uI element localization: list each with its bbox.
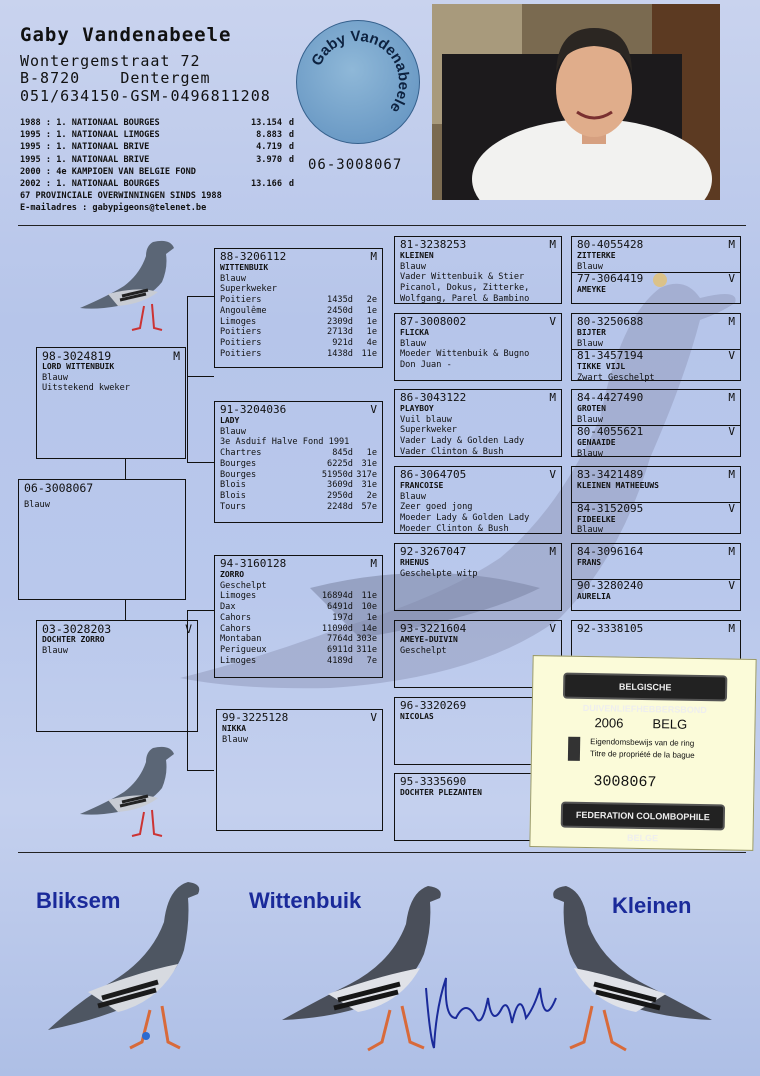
perf-row: Angoulême 2450d 1e [220,305,377,316]
result-row: 1995 : 1. NATIONAAL BRIVE 3.970 d [20,154,294,165]
perf-row: Poitiers 2713d 1e [220,327,377,338]
dam-name: DOCHTER ZORRO [42,635,105,644]
sire-sex: M [173,349,180,363]
card-bottom-banner: FEDERATION COLOMBOPHILE BELGE [561,802,725,831]
sex: M [549,238,556,251]
result-row: 1995 : 1. NATIONAAL BRIVE 4.719 d [20,142,294,153]
results-list [20,117,294,215]
ring: 81-3238253 [400,238,467,251]
sex: M [728,238,735,251]
perf-row: Poitiers 1435d 2e [220,295,377,306]
ring: 96-3320269 [400,699,467,712]
line: Picanol, Dokus, Zitterke, [400,283,530,294]
card-barcode-icon [568,737,580,761]
name: NICOLAS [400,712,434,721]
ring: 83-3421489 [577,468,644,481]
line: Wolfgang, Parel & Bambino [400,293,530,304]
g2-box-zorro[interactable] [214,555,383,678]
spacer [577,569,735,579]
g2-box-wittenbuik[interactable] [214,248,383,368]
sex: V [728,425,735,439]
g2-box-nikka[interactable] [216,709,383,831]
line: Blauw [577,338,603,349]
ring: 80-4055428 [577,238,644,251]
name: FRANCOISE [400,481,444,490]
card-line2: Titre de propriété de la bague [589,749,695,760]
sex: M [549,391,556,404]
line: Geschelpt [220,580,267,591]
result-row: 1995 : 1. NATIONAAL LIMOGES 8.883 d [20,130,294,141]
name: FLICKA [400,328,429,337]
sire-ring: 98-3024819 [42,349,112,363]
perf-row: Montaban 7764d 303e [220,634,377,645]
dam-ring: 03-3028203 [42,622,112,636]
email-line: E-mailadres : gabypigeons@telenet.be [20,203,207,214]
name: AURELIA [577,591,611,601]
spacer [577,492,735,502]
g4-box-pair[interactable] [571,466,741,534]
owner-name: Gaby Vandenabeele [20,24,232,46]
line: 3e Asduif Halve Fond 1991 [220,437,350,448]
name: KLEINEN [400,251,434,260]
sex: V [370,403,377,416]
line: Blauw [400,261,426,272]
name: DOCHTER PLEZANTEN [400,788,482,797]
sex: M [370,250,377,263]
g3-box[interactable] [394,236,562,304]
connector [187,462,214,463]
label-bliksem: Bliksem [36,888,121,913]
dam-sex: V [185,622,192,636]
sire-line: Uitstekend kweker [42,383,130,394]
line: Vader Clinton & Bush [400,446,504,457]
ring: 94-3160128 [220,557,287,570]
sex: M [549,545,556,558]
name: PLAYBOY [400,404,434,413]
g4-box-pair[interactable] [571,313,741,384]
sex: V [549,622,556,635]
ring: 88-3206112 [220,250,287,263]
perf-row: Poitiers 921d 4e [220,337,377,348]
name: FIDEELKE [577,514,616,524]
g4-box-pair[interactable] [571,236,741,304]
owner-city: Dentergem [120,69,211,87]
g3-box[interactable] [394,313,562,381]
connector [187,296,188,462]
line: Superkweker [220,284,277,295]
card-top-banner: BELGISCHE DUIVENLIEFHEBBERSBOND [563,673,727,702]
perf-row: Limoges 16894d 11e [220,591,377,602]
sex: M [728,622,735,635]
ring: 81-3457194 [577,349,644,363]
perf-row: Cahors 197d 1e [220,612,377,623]
divider-bottom [18,852,746,853]
perf-row: Tours 2248d 57e [220,501,377,512]
ring-number-top: 06-3008067 [308,157,403,173]
perf-row: Bourges 6225d 31e [220,458,377,469]
line: Zwart Geschelpt [577,373,655,384]
perf-row: Dax 6491d 10e [220,602,377,613]
owner-portrait [432,4,720,200]
sire-box[interactable] [36,347,186,459]
owner-postal: B-8720 [20,69,81,87]
ring: 87-3008002 [400,315,467,328]
pigeon-icon-bottom [78,740,186,844]
perf-row: Poitiers 1438d 11e [220,348,377,359]
perf-row: Limoges 4189d 7e [220,655,377,666]
perf-row: Perigueux 6911d 311e [220,644,377,655]
connector [187,296,214,297]
name: ZORRO [220,570,245,579]
name: ZITTERKE [577,251,616,260]
result-row: 2002 : 1. NATIONAAL BOURGES 13.166 d [20,179,294,190]
ring: 92-3338105 [577,622,644,635]
ring: 77-3064419 [577,272,644,286]
dam-box[interactable] [36,620,198,732]
connector [187,770,214,771]
signature [416,968,566,1058]
ring-ownership-card [529,655,756,851]
line: Don Juan - [400,360,452,371]
ring: 93-3221604 [400,622,467,635]
ring: 92-3267047 [400,545,467,558]
perf-row: Cahors 11090d 14e [220,623,377,634]
sire-line: Blauw [42,372,68,383]
perf-row: Chartres 845d 1e [220,448,377,459]
g4-box[interactable] [571,620,741,660]
perf-row: Blois 3609d 31e [220,480,377,491]
line: Blauw [577,261,603,272]
sex: M [728,468,735,481]
name: TIKKE VIJL [577,362,626,372]
line: Blauw [577,414,603,425]
owner-street: Wontergemstraat 72 [20,52,201,70]
line: Blauw [222,734,248,745]
connector [187,376,214,377]
card-number: 3008067 [593,773,657,792]
sex: V [549,468,556,481]
pigeon-icon-top [78,234,186,338]
perf-row: Blois 2950d 2e [220,490,377,501]
line: Blauw [220,426,246,437]
label-wittenbuik: Wittenbuik [249,888,362,913]
line: Blauw [400,338,426,349]
subject-ring: 06-3008067 [24,481,94,495]
dam-line: Blauw [42,645,68,656]
name: AMEYE-DUIVIN [400,635,458,644]
ring: 86-3043122 [400,391,467,404]
g4-box-pair[interactable] [571,389,741,460]
line: Blauw [577,449,603,460]
perf-row: Limoges 2309d 1e [220,316,377,327]
sex: V [728,272,735,286]
sex: V [728,349,735,363]
line: Geschelpte witp [400,568,478,579]
sex: M [728,545,735,558]
label-kleinen: Kleinen [612,893,692,918]
name: WITTENBUIK [220,263,269,272]
ring: 86-3064705 [400,468,467,481]
name: GENAAIDE [577,438,616,448]
line: Moeder Lady & Golden Lady [400,513,530,524]
sex: M [728,391,735,404]
line: Vuil blauw [400,414,452,425]
wins-line: 67 PROVINCIALE OVERWINNINGEN SINDS 1988 [20,191,222,202]
connector [187,610,214,611]
ring: 90-3280240 [577,578,644,592]
perf-row: Bourges 51950d 317e [220,469,377,480]
result-row: 1988 : 1. NATIONAAL BOURGES 13.154 d [20,118,294,128]
subject-box[interactable] [18,479,186,600]
card-line1: Eigendomsbewijs van de ring [590,737,695,748]
sex: V [728,501,735,515]
sex: M [370,557,377,570]
sire-name: LORD WITTENBUIK [42,362,115,371]
line: Superkweker [400,425,457,436]
ring: 91-3204036 [220,403,287,416]
line: Moeder Wittenbuik & Bugno [400,349,530,360]
g3-box[interactable] [394,389,562,457]
ring: 99-3225128 [222,711,289,724]
owner-stamp [296,20,420,144]
name: FRANS [577,558,602,567]
line: Vader Lady & Golden Lady [400,436,525,447]
connector [125,458,126,480]
name: LADY [220,416,240,425]
g3-box[interactable] [394,466,562,534]
name: GROTEN [577,404,606,413]
g3-box[interactable] [394,543,562,611]
name: KLEINEN MATHEEUWS [577,481,659,490]
svg-text:Gaby Vandenabeele [308,28,412,116]
stamp-text: Gaby Vandenabeele [308,27,413,116]
line: Blauw [220,273,246,284]
card-year: 2006 [594,715,624,731]
g2-box-lady[interactable] [214,401,383,523]
subject-color: Blauw [24,500,50,510]
ring: 80-4055621 [577,425,644,439]
sex: V [370,711,377,724]
name: RHENUS [400,558,429,567]
owner-photo [432,4,720,200]
owner-phone: 051/634150-GSM-0496811208 [20,87,271,105]
stamp-svg [297,21,419,143]
ring: 84-4427490 [577,391,644,404]
card-country: BELG [652,716,688,732]
result-row: 2000 : 4e KAMPIOEN VAN BELGIE FOND [20,166,196,177]
pigeon-bliksem-image [38,872,208,1062]
sex: V [728,578,735,592]
ring: 84-3152095 [577,501,644,515]
connector [125,599,126,621]
owner-city-line [20,69,211,87]
g4-box-pair[interactable] [571,543,741,611]
line: Vader Wittenbuik & Stier [400,272,525,283]
name: BIJTER [577,328,606,337]
name: AMEYKE [577,285,606,295]
line: Blauw [577,525,603,536]
divider-top [18,225,746,226]
ring: 80-3250688 [577,315,644,328]
ring: 95-3335690 [400,775,467,788]
name: NIKKA [222,724,247,733]
sex: M [728,315,735,328]
ring: 84-3096164 [577,545,644,558]
line: Moeder Clinton & Bush [400,523,509,534]
line: Zeer goed jong [400,502,473,513]
line: Geschelpt [400,645,447,656]
sex: V [549,315,556,328]
line: Blauw [400,491,426,502]
